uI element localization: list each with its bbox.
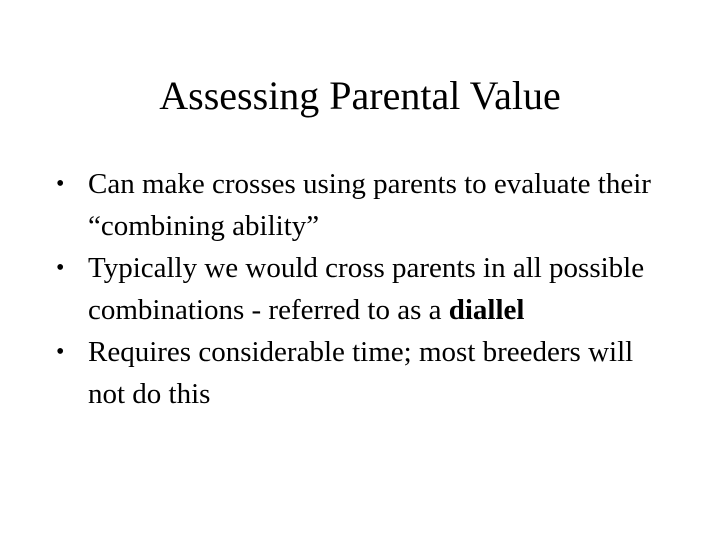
bullet-item (56, 163, 676, 247)
bullet-item (56, 331, 676, 415)
bullet-dot-icon: • (56, 171, 65, 197)
bullet-text: Requires considerable time; most breeders will not do this (88, 336, 634, 410)
bullet-list (56, 163, 676, 415)
bullet-text: Typically we would cross parents in all possible combinations - referred to as a (88, 252, 645, 326)
bullet-item (56, 247, 676, 331)
bullet-term-diallel: diallel (448, 294, 525, 326)
bullet-dot-icon: • (56, 339, 65, 365)
bullet-text: Can make crosses using parents to evaluate their “combining ability” (88, 168, 651, 242)
slide-title: Assessing Parental Value (159, 73, 561, 118)
bullet-dot-icon: • (56, 255, 65, 281)
